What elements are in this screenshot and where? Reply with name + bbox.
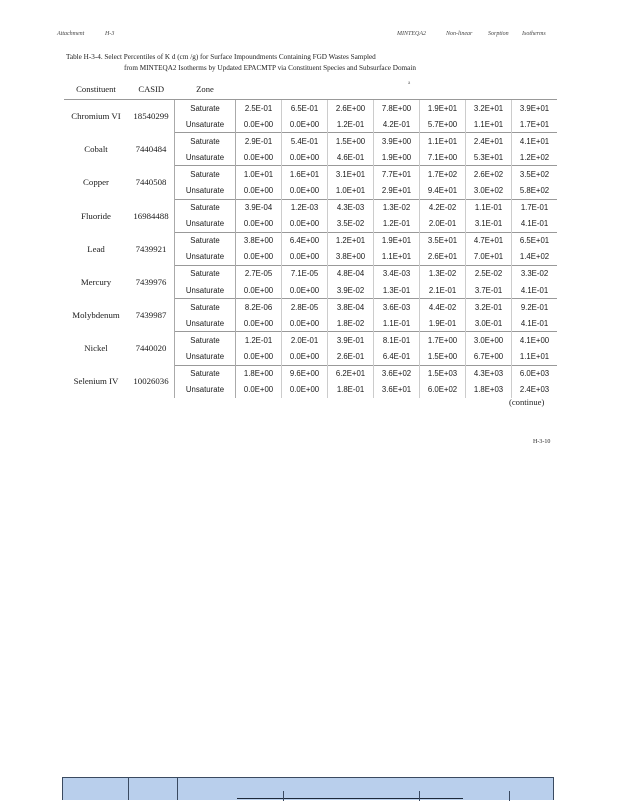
percentile-value: 0.0E+00 [282, 282, 328, 299]
percentile-value: 1.8E+03 [466, 382, 512, 398]
percentile-value: 1.9E+00 [374, 149, 420, 166]
percentile-value: 2.6E-01 [328, 348, 374, 365]
constituent-name: Copper [83, 177, 109, 188]
table-row [64, 232, 557, 249]
percentile-value: 0.0E+00 [236, 149, 282, 166]
percentile-value: 0.0E+00 [236, 116, 282, 133]
zone-label: Saturate [175, 199, 236, 216]
percentile-value: 6.4E-01 [374, 348, 420, 365]
percentile-value: 1.2E+02 [512, 149, 558, 166]
percentile-value: 3.9E-01 [328, 332, 374, 349]
percentile-value: 6.5E-01 [282, 100, 328, 117]
header-zone: Zone [196, 84, 214, 94]
percentile-value: 2.0E-01 [282, 332, 328, 349]
percentile-value: 3.1E+01 [328, 166, 374, 183]
percentile-value: 9.4E+01 [420, 182, 466, 199]
header-nonlinear: Non-linear [446, 31, 473, 37]
percentile-value: 3.8E-04 [328, 299, 374, 316]
percentile-value: 1.9E-01 [420, 315, 466, 332]
percentile-value: 1.5E+03 [420, 365, 466, 382]
percentile-value: 3.2E-01 [466, 299, 512, 316]
percentile-value: 3.4E-03 [374, 265, 420, 282]
percentile-value: 6.7E+00 [466, 348, 512, 365]
percentile-value: 1.5E+00 [328, 133, 374, 150]
percentile-value: 1.4E+02 [512, 249, 558, 266]
zone-label: Unsaturate [175, 315, 236, 332]
table-header-row [64, 79, 557, 100]
percentile-value: 3.8E+00 [236, 232, 282, 249]
percentile-value: 3.5E+01 [420, 232, 466, 249]
constituent-name: Chromium VI [64, 100, 128, 133]
percentile-value: 1.1E+01 [512, 348, 558, 365]
zone-label: Saturate [175, 365, 236, 382]
table-row [64, 133, 557, 150]
zone-label: Saturate [175, 100, 236, 117]
zone-label: Saturate [175, 299, 236, 316]
casid-value: 7440508 [135, 177, 167, 188]
percentile-value: 9.6E+00 [282, 365, 328, 382]
percentile-value: 7.8E+00 [374, 100, 420, 117]
percentile-value: 0.0E+00 [236, 382, 282, 398]
percentile-value: 3.3E-02 [512, 265, 558, 282]
table-row [64, 299, 557, 316]
percentile-value: 3.2E+01 [466, 100, 512, 117]
band-divider [177, 778, 178, 800]
percentile-value: 1.3E-01 [374, 282, 420, 299]
percentile-value: 1.2E-01 [374, 216, 420, 233]
percentile-value: 7.1E-05 [282, 265, 328, 282]
percentile-value: 6.5E+01 [512, 232, 558, 249]
percentile-value: 5.7E+00 [420, 116, 466, 133]
zone-label: Unsaturate [175, 282, 236, 299]
zone-label: Saturate [175, 133, 236, 150]
percentile-value: 2.4E+03 [512, 382, 558, 398]
constituent-name: Nickel [84, 343, 108, 354]
percentile-value: 3.6E+01 [374, 382, 420, 398]
table-row [64, 332, 557, 349]
percentile-value: 1.1E-01 [374, 315, 420, 332]
percentile-value: 9.2E-01 [512, 299, 558, 316]
percentile-value: 1.9E+01 [374, 232, 420, 249]
band-divider [128, 778, 129, 800]
percentile-value: 3.9E-02 [328, 282, 374, 299]
percentile-table [64, 79, 557, 398]
percentile-value: 4.1E+00 [512, 332, 558, 349]
footnote-marker: a [408, 81, 411, 86]
percentile-value: 3.6E+02 [374, 365, 420, 382]
percentile-value: 1.9E+01 [420, 100, 466, 117]
percentile-value: 0.0E+00 [236, 315, 282, 332]
percentile-value: 1.7E+00 [420, 332, 466, 349]
table-row [64, 199, 557, 216]
percentile-value: 0.0E+00 [282, 116, 328, 133]
percentile-value: 2.7E-05 [236, 265, 282, 282]
casid-value: 7440484 [135, 144, 167, 155]
percentile-value: 5.3E+01 [466, 149, 512, 166]
percentile-value: 7.0E+01 [466, 249, 512, 266]
percentile-value: 1.1E+01 [374, 249, 420, 266]
percentile-value: 1.8E+00 [236, 365, 282, 382]
header-constituent: Constituent [76, 84, 116, 94]
percentile-value: 3.9E-04 [236, 199, 282, 216]
zone-label: Saturate [175, 166, 236, 183]
percentile-value: 6.0E+03 [512, 365, 558, 382]
casid-value: 7439976 [135, 277, 167, 288]
percentile-value: 6.2E+01 [328, 365, 374, 382]
percentile-value: 3.0E+02 [466, 182, 512, 199]
percentile-value: 2.6E+00 [328, 100, 374, 117]
percentile-value: 0.0E+00 [282, 382, 328, 398]
zone-label: Saturate [175, 232, 236, 249]
percentile-value: 1.2E-01 [328, 116, 374, 133]
table-title-line2: from MINTEQA2 Isotherms by Updated EPACMTP via Constituent Species and Subsurface Domain [124, 64, 416, 72]
band-underline [237, 798, 463, 799]
zone-label: Unsaturate [175, 216, 236, 233]
header-sorption: Sorption [488, 31, 509, 37]
zone-label: Unsaturate [175, 249, 236, 266]
percentile-value: 2.9E-01 [236, 133, 282, 150]
percentile-value: 4.1E-01 [512, 315, 558, 332]
percentile-value: 1.1E+01 [420, 133, 466, 150]
percentile-value: 1.6E+01 [282, 166, 328, 183]
percentile-value: 7.7E+01 [374, 166, 420, 183]
percentile-value: 1.3E-02 [374, 199, 420, 216]
percentile-value: 2.6E+02 [466, 166, 512, 183]
percentile-value: 4.1E-01 [512, 216, 558, 233]
header-casid: CASID [138, 84, 165, 94]
percentile-value: 1.7E-01 [512, 199, 558, 216]
percentile-value: 1.1E+01 [466, 116, 512, 133]
percentile-value: 2.9E+01 [374, 182, 420, 199]
percentile-value: 1.0E+01 [328, 182, 374, 199]
percentile-value: 1.5E+00 [420, 348, 466, 365]
percentile-value: 0.0E+00 [282, 249, 328, 266]
percentile-value: 0.0E+00 [282, 149, 328, 166]
casid-value: 10026036 [133, 376, 169, 387]
percentile-value: 8.1E-01 [374, 332, 420, 349]
percentile-value: 4.2E-02 [420, 199, 466, 216]
table-row [64, 265, 557, 282]
table-body [64, 100, 557, 398]
percentile-value: 3.1E-01 [466, 216, 512, 233]
casid-value: 7439987 [135, 310, 167, 321]
percentile-value: 4.8E-04 [328, 265, 374, 282]
percentile-value: 4.4E-02 [420, 299, 466, 316]
percentile-value: 1.3E-02 [420, 265, 466, 282]
percentile-value: 4.3E+03 [466, 365, 512, 382]
percentile-value: 2.5E-02 [466, 265, 512, 282]
casid-value: 18540299 [128, 100, 175, 133]
percentile-value: 1.2E-01 [236, 332, 282, 349]
percentile-value: 8.2E-06 [236, 299, 282, 316]
casid-value: 7440020 [135, 343, 167, 354]
percentile-value: 4.1E+01 [512, 133, 558, 150]
constituent-name: Selenium IV [73, 376, 119, 387]
percentile-value: 2.8E-05 [282, 299, 328, 316]
percentile-value: 1.2E+01 [328, 232, 374, 249]
table-row [64, 166, 557, 183]
percentile-value: 3.9E+01 [512, 100, 558, 117]
table-row [64, 100, 557, 117]
percentile-value: 4.1E-01 [512, 282, 558, 299]
percentile-value: 0.0E+00 [282, 348, 328, 365]
percentile-value: 2.6E+01 [420, 249, 466, 266]
zone-label: Unsaturate [175, 182, 236, 199]
percentile-value: 6.4E+00 [282, 232, 328, 249]
percentile-value: 4.6E-01 [328, 149, 374, 166]
percentile-value: 2.5E-01 [236, 100, 282, 117]
percentile-value: 0.0E+00 [236, 182, 282, 199]
zone-label: Unsaturate [175, 382, 236, 398]
percentile-value: 0.0E+00 [236, 216, 282, 233]
zone-label: Saturate [175, 265, 236, 282]
percentile-value: 0.0E+00 [282, 315, 328, 332]
percentile-value: 0.0E+00 [236, 282, 282, 299]
zone-label: Unsaturate [175, 348, 236, 365]
percentile-value: 3.5E-02 [328, 216, 374, 233]
table-title-line1: Table H-3-4. Select Percentiles of K d (cm /g) for Surface Impoundments Containing FGD Wastes Sampled [66, 53, 376, 61]
percentile-value: 0.0E+00 [236, 249, 282, 266]
header-attachment: Attachment [57, 31, 85, 37]
percentile-value: 5.8E+02 [512, 182, 558, 199]
constituent-name: Cobalt [84, 144, 108, 155]
header-section: H-3 [105, 31, 115, 37]
constituent-name: Mercury [80, 277, 112, 288]
percentile-value: 3.8E+00 [328, 249, 374, 266]
header-minteqa2: MINTEQA2 [397, 31, 426, 37]
percentile-value: 3.6E-03 [374, 299, 420, 316]
table-row [64, 365, 557, 382]
percentile-value: 2.1E-01 [420, 282, 466, 299]
continued-table-header-band [62, 777, 554, 800]
percentile-value: 3.0E-01 [466, 315, 512, 332]
percentile-value: 7.1E+00 [420, 149, 466, 166]
percentile-value: 1.7E+01 [512, 116, 558, 133]
percentile-value: 2.4E+01 [466, 133, 512, 150]
casid-value: 7439921 [135, 243, 167, 254]
percentile-value: 1.0E+01 [236, 166, 282, 183]
percentile-value: 4.3E-03 [328, 199, 374, 216]
percentile-value: 1.1E-01 [466, 199, 512, 216]
continued-note: (continue) [509, 397, 545, 407]
casid-value: 16984488 [133, 210, 169, 221]
percentile-value: 4.7E+01 [466, 232, 512, 249]
constituent-name: Fluoride [81, 210, 111, 221]
percentile-value: 0.0E+00 [282, 182, 328, 199]
percentile-value: 1.8E-02 [328, 315, 374, 332]
header-isotherms: Isotherms [522, 31, 546, 37]
percentile-value: 3.5E+02 [512, 166, 558, 183]
percentile-value: 3.7E-01 [466, 282, 512, 299]
percentile-value: 6.0E+02 [420, 382, 466, 398]
zone-label: Unsaturate [175, 116, 236, 133]
constituent-name: Molybdenum [72, 310, 120, 321]
percentile-value: 1.2E-03 [282, 199, 328, 216]
percentile-value: 0.0E+00 [282, 216, 328, 233]
percentile-value: 0.0E+00 [236, 348, 282, 365]
percentile-value: 4.2E-01 [374, 116, 420, 133]
percentile-value: 1.8E-01 [328, 382, 374, 398]
page-number: H-3-10 [533, 439, 551, 445]
percentile-value: 3.0E+00 [466, 332, 512, 349]
zone-label: Unsaturate [175, 149, 236, 166]
percentile-value: 1.7E+02 [420, 166, 466, 183]
percentile-value: 5.4E-01 [282, 133, 328, 150]
percentile-value: 3.9E+00 [374, 133, 420, 150]
constituent-name: Lead [87, 243, 105, 254]
percentile-value: 2.0E-01 [420, 216, 466, 233]
zone-label: Saturate [175, 332, 236, 349]
